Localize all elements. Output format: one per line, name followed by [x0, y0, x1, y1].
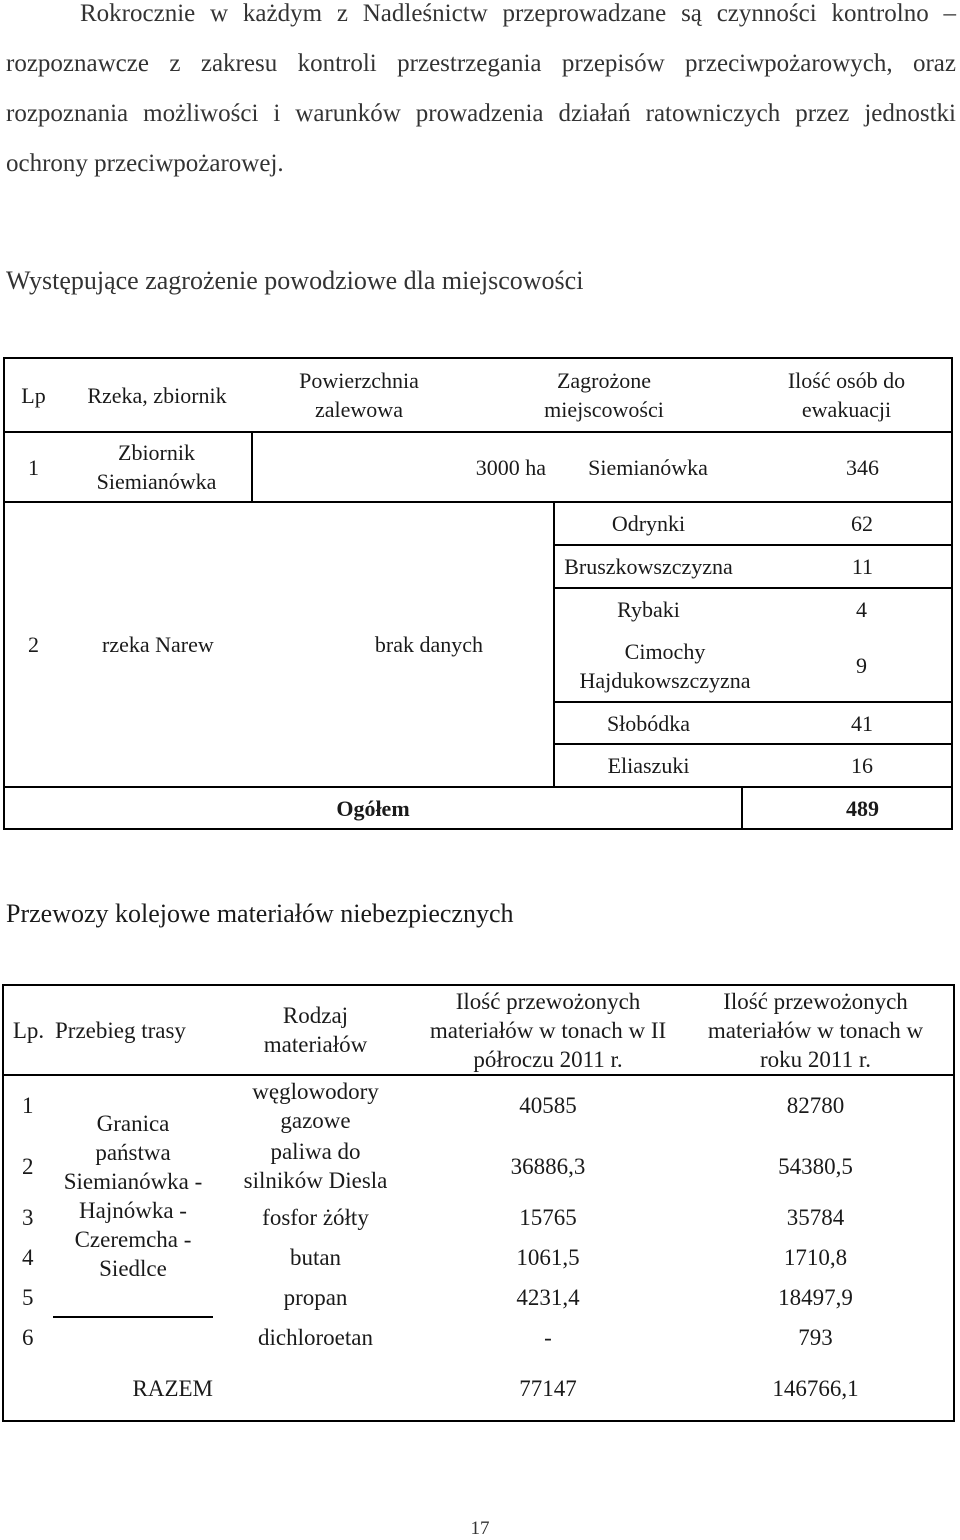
rail-total-lp-empty: [3, 1357, 53, 1421]
flood-heading: Występujące zagrożenie powodziowe dla miejscowości: [6, 266, 584, 295]
rail-r1-material: węglowodory gazowe: [213, 1075, 418, 1135]
flood-r1-lp: 1: [4, 432, 62, 502]
page-number: 17: [470, 1518, 490, 1539]
rail-table: [2, 984, 955, 1422]
rail-total-h2: 77147: [418, 1357, 678, 1421]
flood-people-3: 4: [742, 588, 952, 630]
flood-place-6: Eliaszuki: [554, 744, 742, 787]
flood-table: [3, 357, 953, 830]
rail-r6-material: dichloroetan: [258, 1324, 373, 1350]
rail-route: Granica państwa Siemianówka - Hajnówka - Czeremcha - Siedlce: [53, 1075, 213, 1317]
rail-total-row: [3, 1357, 954, 1421]
flood-r2-lp: 2: [4, 502, 62, 787]
flood-header-area: Powierzchnia zalewowa: [252, 358, 466, 432]
rail-total-material-empty: [213, 1357, 418, 1421]
rail-r3-h2: 15765: [519, 1204, 577, 1230]
rail-row-1: [3, 1075, 954, 1135]
rail-r6-h2: -: [544, 1324, 552, 1350]
flood-total-value: 489: [742, 787, 952, 829]
flood-row-2: [4, 502, 952, 545]
flood-r1-source: Zbiornik Siemianówka: [62, 432, 252, 502]
flood-place-5: Słobódka: [554, 702, 742, 744]
flood-header-lp: Lp: [4, 358, 62, 432]
rail-r3-lp: 3: [3, 1197, 53, 1237]
flood-place-2: Bruszkowszczyzna: [554, 545, 742, 588]
flood-total-row: [4, 787, 952, 829]
flood-header-row: [4, 358, 952, 432]
flood-people-5: 41: [742, 702, 952, 744]
flood-header-source: Rzeka, zbiornik: [62, 358, 252, 432]
rail-r5-year: 18497,9: [678, 1277, 954, 1317]
rail-row-6: [3, 1317, 954, 1357]
rail-header-year: Ilość przewożonych materiałów w tonach w roku 2011 r.: [678, 985, 954, 1075]
flood-people-4: 9: [742, 630, 952, 702]
rail-heading: Przewozy kolejowe materiałów niebezpiecznych: [6, 899, 514, 928]
flood-place-4: Cimochy Hajdukowszczyzna: [554, 630, 742, 702]
rail-r5-h2: 4231,4: [516, 1284, 580, 1310]
flood-place-3: Rybaki: [554, 588, 742, 630]
rail-r4-year: 1710,8: [678, 1237, 954, 1277]
rail-r1-lp: 1: [3, 1075, 53, 1135]
rail-header-material: Rodzaj materiałów: [213, 985, 418, 1075]
flood-r1-place: Siemianówka: [554, 432, 742, 502]
flood-total-label: Ogółem: [4, 787, 742, 829]
rail-r2-material: paliwa do silników Diesla: [243, 1139, 388, 1193]
rail-r3-year: 35784: [678, 1197, 954, 1237]
rail-r6-lp: 6: [3, 1317, 53, 1357]
rail-r2-year: 54380,5: [678, 1135, 954, 1197]
flood-header-people: Ilość osób do ewakuacji: [742, 358, 952, 432]
rail-r4-h2: 1061,5: [516, 1244, 580, 1270]
rail-r4-material: butan: [289, 1244, 342, 1270]
intro-text: Rokrocznie w każdym z Nadleśnictw przeprowadzane są czynności kontrolno – rozpoznawcze z zakresu kontroli przestrzegania przepisów przeciwpożarowych, oraz rozpoznania możliwości i warunków prowadzenia działań ratowniczych przez jednostki ochrony przeciwpożarowej.: [6, 0, 956, 177]
rail-header-row: [3, 985, 954, 1075]
flood-people-1: 62: [742, 502, 952, 545]
rail-total-label: RAZEM: [53, 1357, 213, 1421]
rail-header-h2: Ilość przewożonych materiałów w tonach w II półroczu 2011 r.: [418, 985, 678, 1075]
flood-r2-area: brak danych: [252, 502, 554, 787]
flood-place-1: Odrynki: [554, 502, 742, 545]
flood-r1-area: 3000 ha: [252, 432, 554, 502]
flood-row-1: [4, 432, 952, 502]
rail-total-year: 146766,1: [678, 1357, 954, 1421]
rail-r3-material: fosfor żółty: [262, 1204, 369, 1230]
rail-r1-h2: 40585: [418, 1075, 678, 1135]
rail-r2-h2: 36886,3: [510, 1153, 586, 1179]
rail-r6-route-empty: [53, 1317, 213, 1357]
intro-paragraph: [6, 0, 956, 189]
flood-header-places: Zagrożone miejscowości: [466, 358, 742, 432]
flood-r2-source: rzeka Narew: [62, 502, 252, 787]
rail-r2-lp: 2: [3, 1135, 53, 1197]
rail-r1-year: 82780: [678, 1075, 954, 1135]
rail-r5-material: propan: [283, 1284, 348, 1310]
flood-r1-people: 346: [742, 432, 952, 502]
flood-people-2: 11: [742, 545, 952, 588]
flood-people-6: 16: [742, 744, 952, 787]
rail-r6-year: 793: [678, 1317, 954, 1357]
rail-r5-lp: 5: [3, 1277, 53, 1317]
rail-r4-lp: 4: [3, 1237, 53, 1277]
rail-header-lp: Lp.: [3, 985, 53, 1075]
rail-header-route: Przebieg trasy: [53, 985, 213, 1075]
